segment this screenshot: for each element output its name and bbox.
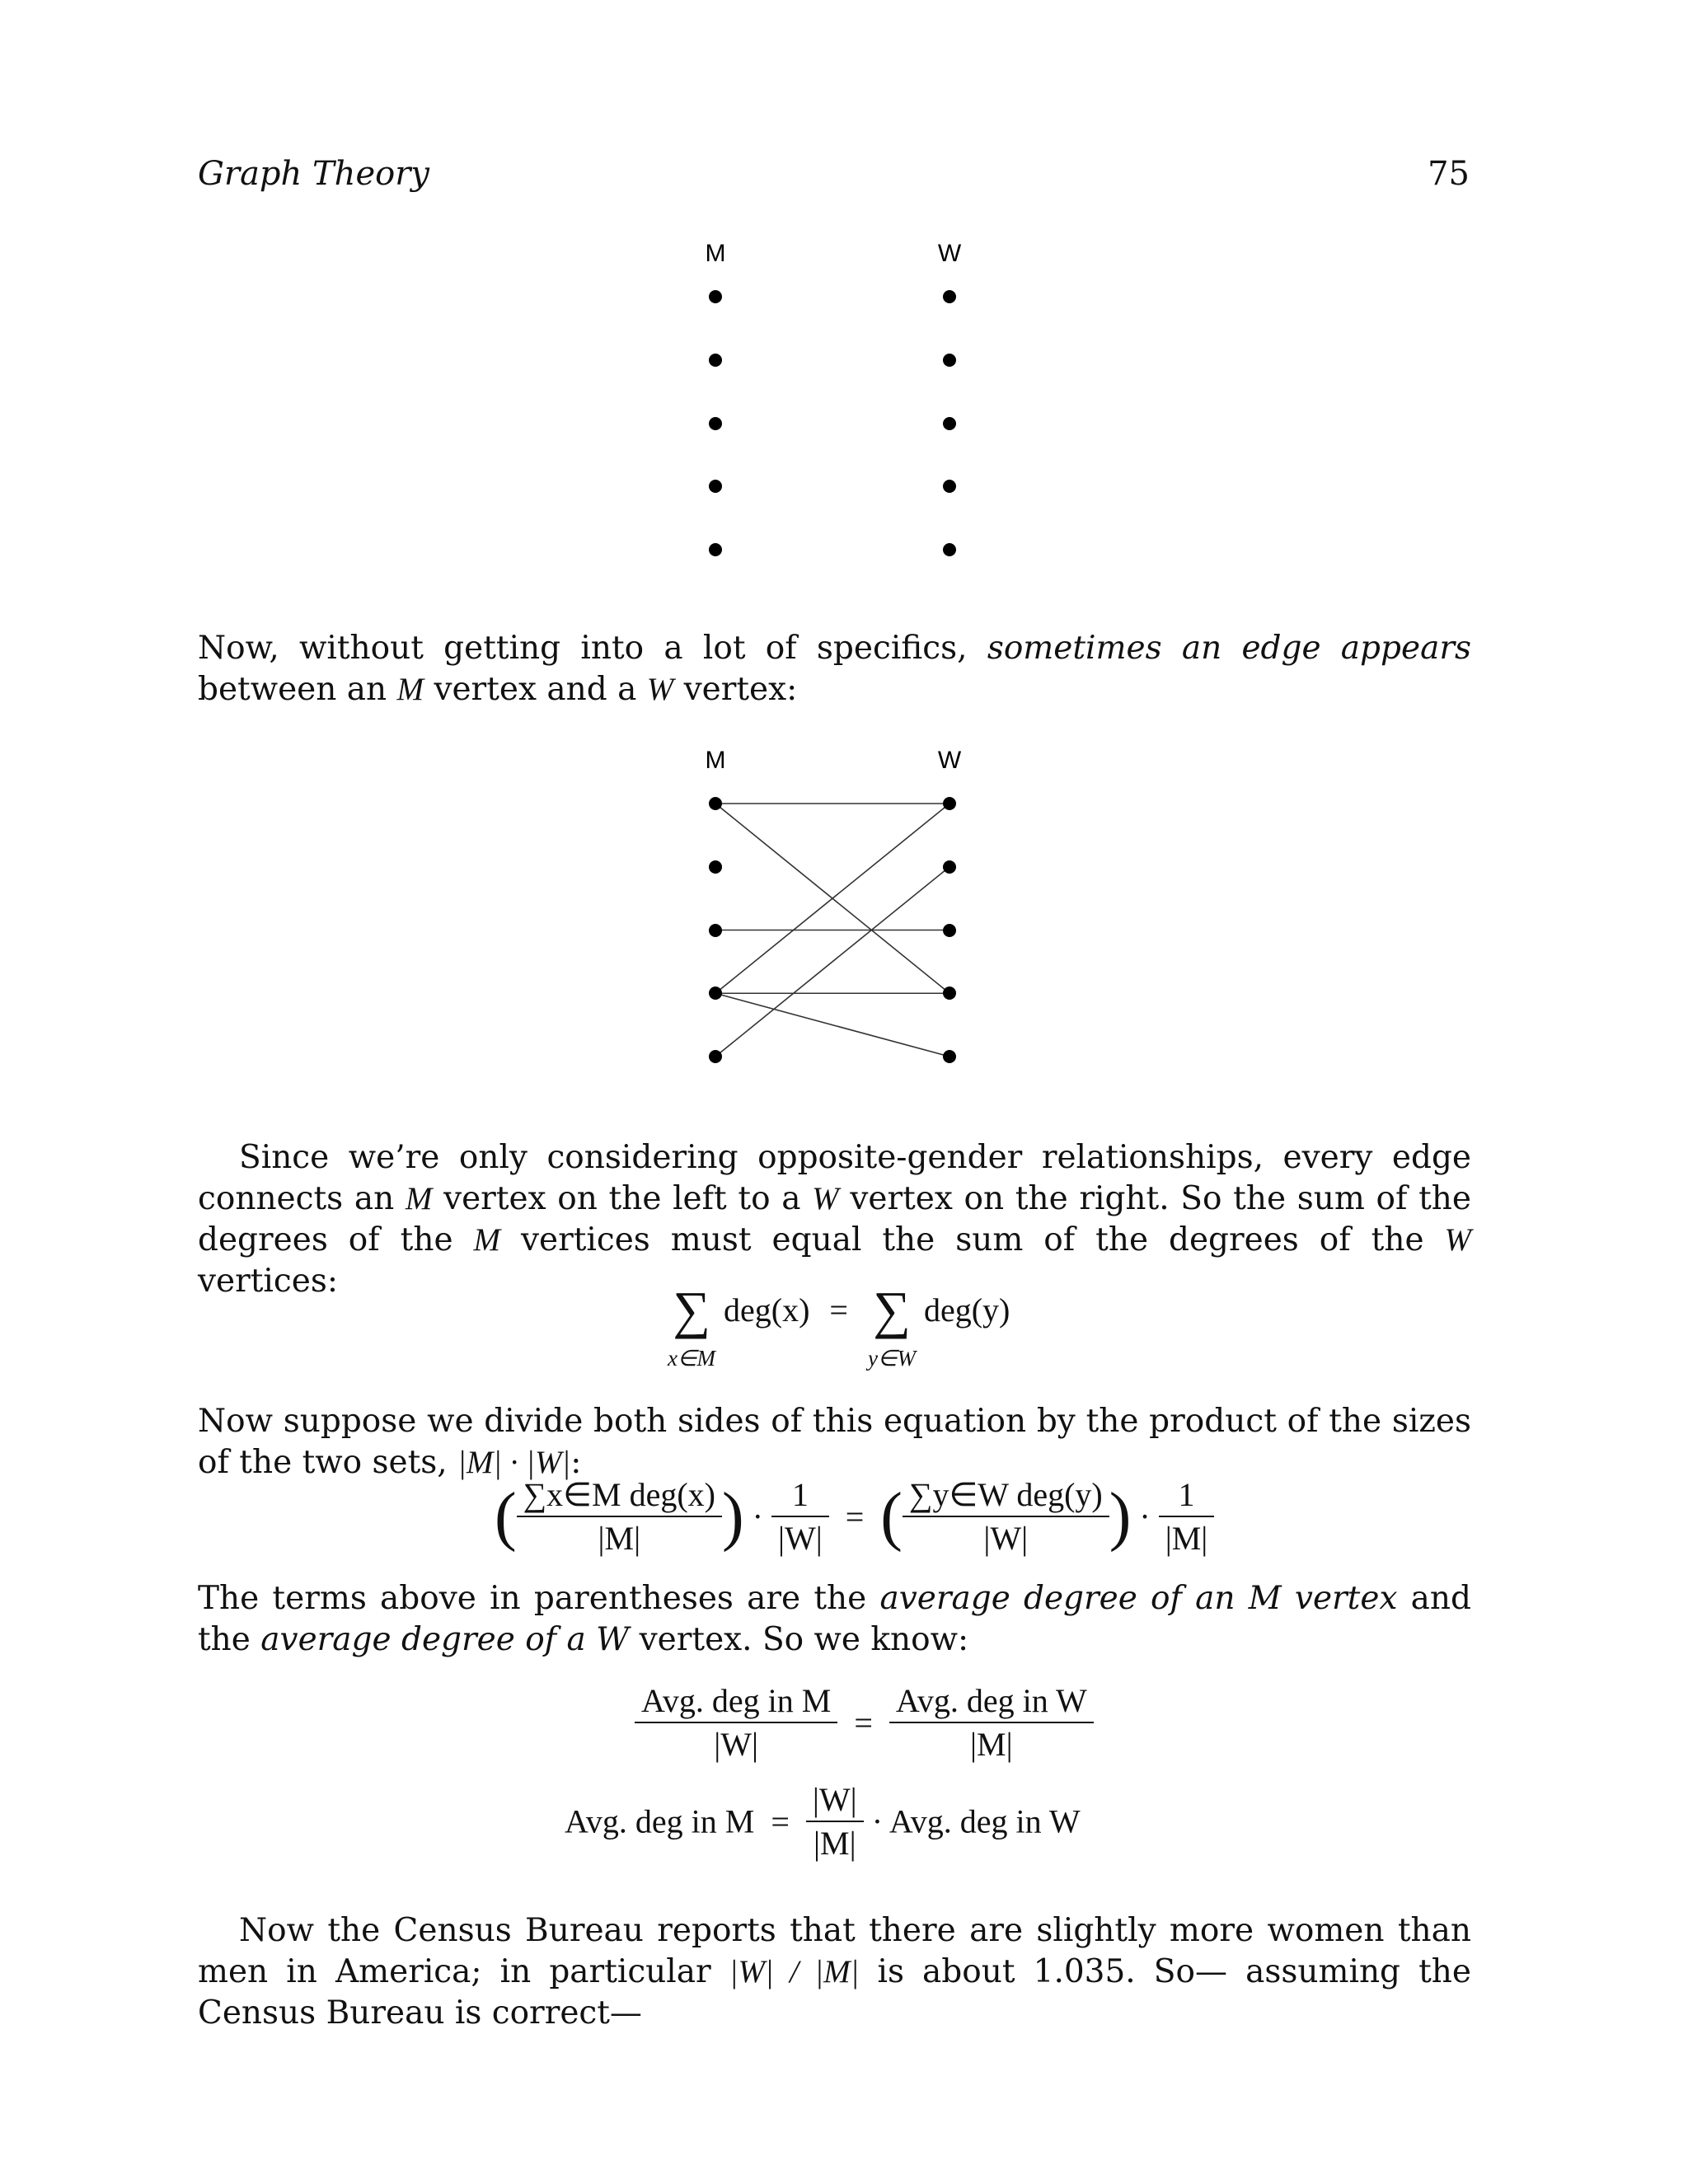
left-sum-denominator: |M| — [598, 1520, 641, 1557]
avg-w-term: · Avg. deg in W — [871, 1802, 1081, 1840]
vertex-m1 — [709, 797, 722, 810]
term-deg-y: deg(y) — [923, 1291, 1010, 1329]
term-deg-x: deg(x) — [724, 1291, 810, 1329]
paragraph-edges-intro: Now, without getting into a lot of specifics, sometimes an edge appears between an M vertex and a W vertex: — [198, 630, 1471, 708]
vertex-m1 — [709, 290, 722, 303]
bipartite-edges-figure — [676, 742, 1006, 1071]
left-factor-numerator: 1 — [771, 1475, 829, 1517]
vertex-w2 — [943, 860, 956, 874]
ratio-denominator: |M| — [814, 1825, 856, 1862]
paragraph-divide: Now suppose we divide both sides of this equation by the product of the sizes of the two sets, |M| · |W|: — [198, 1403, 1471, 1481]
bipartite-vertices-figure — [676, 235, 1006, 565]
equals-sign: = — [829, 1291, 848, 1329]
figure2-label-m: M — [705, 747, 726, 774]
edge-m5-w2 — [715, 867, 950, 1057]
equation-avg-degree-ratio: $\frac{\text{Avg. deg in M}}{|W|}$ = $\frac{\text{Avg. deg in W}}{|M|}$ — [635, 1681, 1094, 1764]
vertex-m4 — [709, 987, 722, 1000]
vertex-w2 — [943, 354, 956, 367]
edge-m4-w5 — [715, 993, 950, 1057]
right-factor-denominator: |M| — [1165, 1520, 1208, 1557]
vertex-w5 — [943, 543, 956, 556]
avg-w-numerator: Avg. deg in W — [889, 1681, 1094, 1723]
equation-divided: ( $\frac{\text{∑x∈M deg(x)}}{|M|}$ ) · $\frac{1}{|W|}$ = ( $\frac{\text{∑y∈W deg(y)}}{|W|}$ ) · $\frac{1}{|M|}$ — [495, 1475, 1214, 1558]
sum-subscript-left: x∈M — [668, 1346, 715, 1371]
equation-avg-degree-solved: Avg. deg in M = $\frac{|W|}{|M|}$ · Avg. deg in W — [565, 1781, 1081, 1862]
sum-symbol-right: ∑ — [873, 1281, 911, 1339]
figure2-label-w: W — [937, 747, 962, 774]
vertex-w4 — [943, 480, 956, 493]
avg-m-term: Avg. deg in M — [565, 1802, 755, 1840]
left-sum-numerator: ∑x∈M deg(x) — [517, 1475, 722, 1517]
vertex-w3 — [943, 417, 956, 430]
vertex-m3 — [709, 417, 722, 430]
vertex-w4 — [943, 987, 956, 1000]
paragraph-average-degree: The terms above in parentheses are the average degree of an M vertex and the average degree of a W vertex. So we know: — [198, 1580, 1471, 1658]
vertex-w5 — [943, 1050, 956, 1063]
figure1-right-vertices — [943, 290, 956, 556]
vertex-w1 — [943, 290, 956, 303]
right-factor-numerator: 1 — [1159, 1475, 1215, 1517]
vertex-m5 — [709, 543, 722, 556]
figure2-left-vertices — [709, 797, 722, 1063]
page-number: 75 — [1428, 155, 1470, 193]
vertex-m2 — [709, 860, 722, 874]
figure1-label-w: W — [937, 240, 962, 267]
figure1-left-vertices — [709, 290, 722, 556]
ratio-numerator: |W| — [806, 1780, 864, 1822]
vertex-w3 — [943, 924, 956, 937]
paragraph-degree-sum: Since we’re only considering opposite-gender relationships, every edge connects an M vertex on the left to a W vertex on the right. So the sum of the degrees of the M vertices must equal the sum of the degrees of the W vertices: — [198, 1139, 1471, 1300]
left-factor-denominator: |W| — [777, 1520, 823, 1557]
vertex-w1 — [943, 797, 956, 810]
figure2-edges — [715, 804, 950, 1057]
running-header-title: Graph Theory — [198, 155, 429, 193]
equation-degree-sum — [668, 1281, 1010, 1374]
figure2-right-vertices — [943, 797, 956, 1063]
avg-m-numerator: Avg. deg in M — [635, 1681, 837, 1723]
figure1-label-m: M — [705, 240, 726, 267]
sum-symbol-left: ∑ — [673, 1281, 710, 1339]
right-sum-numerator: ∑y∈W deg(y) — [903, 1475, 1109, 1517]
avg-m-denominator: |W| — [714, 1726, 759, 1763]
avg-w-denominator: |M| — [970, 1726, 1013, 1763]
vertex-m5 — [709, 1050, 722, 1063]
vertex-m3 — [709, 924, 722, 937]
paragraph-census: Now the Census Bureau reports that there are slightly more women than men in America; in particular |W| / |M| is about 1.035. So— assuming the Census Bureau is correct— — [198, 1912, 1471, 2032]
right-sum-denominator: |W| — [983, 1520, 1029, 1557]
vertex-m4 — [709, 480, 722, 493]
vertex-m2 — [709, 354, 722, 367]
sum-subscript-right: y∈W — [867, 1346, 916, 1371]
